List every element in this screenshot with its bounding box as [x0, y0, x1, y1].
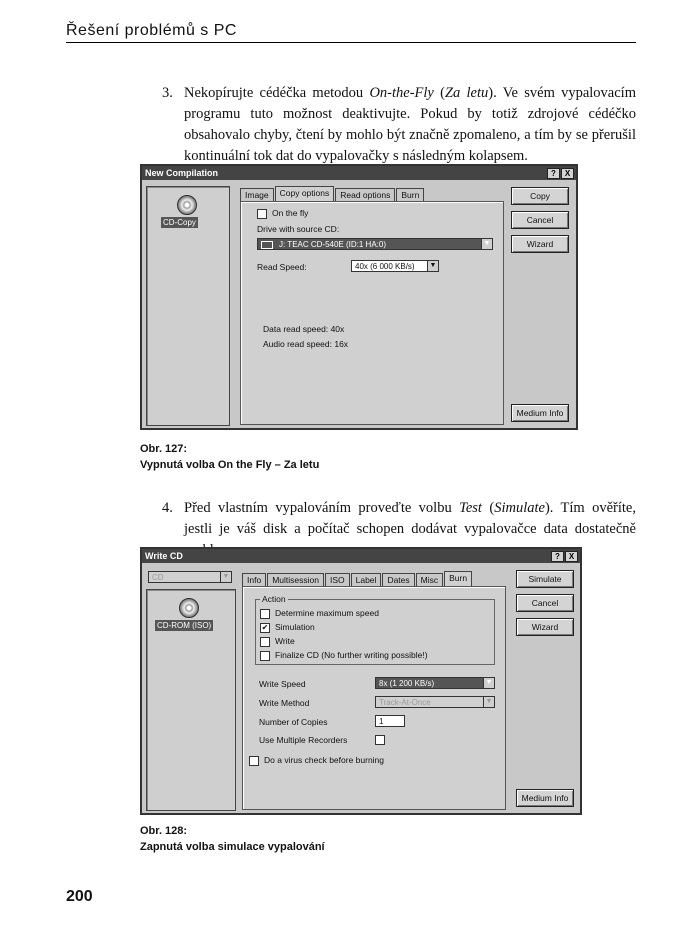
- copy-button[interactable]: Copy: [511, 187, 569, 205]
- action-group-title: Action: [262, 594, 286, 604]
- on-the-fly-checkbox[interactable]: [257, 209, 267, 219]
- step-4-term: Test: [459, 500, 482, 516]
- tab-dates[interactable]: Dates: [382, 573, 414, 587]
- tab-misc[interactable]: Misc: [416, 573, 443, 587]
- page-number: 200: [66, 888, 93, 905]
- tab-strip: [240, 188, 425, 202]
- source-drive-select[interactable]: [257, 238, 493, 250]
- step-3-text: Nekopírujte cédéčka metodou: [184, 85, 370, 101]
- running-header: Řešení problémů s PC: [66, 22, 237, 39]
- write-method-select[interactable]: [375, 696, 495, 708]
- action-label: Determine maximum speed: [275, 608, 379, 618]
- step-4-number: 4.: [162, 500, 173, 516]
- dialog-title: Write CD: [145, 551, 183, 561]
- write-cd-dialog: [140, 547, 582, 815]
- header-rule: [66, 42, 636, 43]
- read-speed-select[interactable]: [351, 260, 439, 272]
- write-speed-label: Write Speed: [259, 679, 306, 689]
- read-speed-label: Read Speed:: [257, 262, 307, 272]
- cancel-button[interactable]: Cancel: [511, 211, 569, 229]
- copies-label: Number of Copies: [259, 717, 328, 727]
- figure-128-caption: [140, 823, 325, 855]
- step-4-text: (: [481, 500, 495, 516]
- finalize-checkbox[interactable]: [260, 651, 270, 661]
- chevron-down-icon[interactable]: ▼: [483, 697, 494, 707]
- copies-value: 1: [379, 717, 384, 726]
- medium-info-button[interactable]: Medium Info: [511, 404, 569, 422]
- close-button[interactable]: X: [565, 551, 578, 562]
- step-4-text: ). Tím ověříte, jestli je váš disk a počítač schopen dodávat vypalovačce data dostatečně: [184, 500, 636, 537]
- step-3-text: (: [433, 85, 445, 101]
- step-3-paragraph: [162, 83, 636, 167]
- cancel-button[interactable]: Cancel: [516, 594, 574, 612]
- step-4-text: Před vlastním vypalováním proveďte volbu: [184, 500, 460, 516]
- write-checkbox[interactable]: [260, 637, 270, 647]
- chevron-down-icon[interactable]: ▼: [220, 572, 231, 582]
- dialog-titlebar: [142, 166, 576, 180]
- determine-speed-checkbox[interactable]: [260, 609, 270, 619]
- write-method-label: Write Method: [259, 698, 310, 708]
- tab-label[interactable]: Label: [351, 573, 382, 587]
- action-label: Write: [275, 636, 295, 646]
- figure-127-text: Vypnutá volba On the Fly – Za letu: [140, 459, 320, 471]
- figure-128-text: Zapnutá volba simulace vypalování: [140, 841, 325, 853]
- drive-value: J: TEAC CD-540E (ID:1 HA:0): [279, 240, 386, 249]
- close-button[interactable]: X: [561, 168, 574, 179]
- tab-burn[interactable]: Burn: [396, 188, 424, 202]
- action-determine-max-speed[interactable]: [260, 608, 379, 619]
- write-method-value: Track-At-Once: [379, 698, 431, 707]
- action-label: Finalize CD (No further writing possible!): [275, 650, 428, 660]
- virus-check-option[interactable]: [249, 755, 384, 766]
- compilation-type-list[interactable]: [146, 186, 230, 426]
- on-the-fly-label: On the fly: [272, 208, 309, 218]
- action-simulation[interactable]: [260, 622, 315, 633]
- medium-info-button[interactable]: Medium Info: [516, 789, 574, 807]
- figure-127-label: Obr. 127:: [140, 443, 188, 455]
- tab-multisession[interactable]: Multisession: [267, 573, 324, 587]
- tab-iso[interactable]: ISO: [325, 573, 350, 587]
- simulation-checkbox[interactable]: ✔: [261, 622, 269, 632]
- action-write[interactable]: [260, 636, 295, 647]
- chevron-down-icon[interactable]: ▼: [427, 261, 438, 271]
- chevron-down-icon[interactable]: ▼: [483, 678, 494, 688]
- figure-127-caption: [140, 441, 319, 473]
- tab-info[interactable]: Info: [242, 573, 266, 587]
- step-4-term: Simulate: [494, 500, 545, 516]
- copies-input[interactable]: [375, 715, 405, 727]
- action-label: Simulation: [275, 622, 315, 632]
- chevron-down-icon[interactable]: ▼: [481, 239, 492, 249]
- virus-check-label: Do a virus check before burning: [264, 755, 385, 765]
- copy-options-panel: [240, 201, 504, 425]
- dialog-titlebar: [142, 549, 580, 563]
- multi-recorders-label: Use Multiple Recorders: [259, 735, 348, 745]
- on-the-fly-option[interactable]: [257, 208, 308, 219]
- action-group: [255, 594, 495, 665]
- step-3-term: On-the-Fly: [369, 85, 434, 101]
- drive-label: Drive with source CD:: [257, 224, 340, 234]
- write-speed-select[interactable]: [375, 677, 495, 689]
- simulate-button[interactable]: Simulate: [516, 570, 574, 588]
- step-3-text: ). Ve svém vypalovacím programu tuto možnost deaktivujte. Pokud by totiž zdrojové cédéčko obsahovalo chyby, čtení by mohlo být značně zpomaleno, a tím by se přerušil kontinuální tok dat do vypalovačky s následným kolapsem.: [184, 85, 636, 164]
- tab-strip: [242, 573, 473, 587]
- write-speed-value: 8x (1 200 KB/s): [379, 679, 435, 688]
- virus-check-checkbox[interactable]: [249, 756, 259, 766]
- help-button[interactable]: ?: [547, 168, 560, 179]
- cd-copy-icon: [177, 195, 197, 215]
- new-compilation-dialog: [140, 164, 578, 430]
- data-read-speed: Data read speed: 40x: [263, 324, 345, 334]
- wizard-button[interactable]: Wizard: [516, 618, 574, 636]
- dialog-title: New Compilation: [145, 168, 219, 178]
- drive-icon: [261, 241, 273, 249]
- step-3-number: 3.: [162, 85, 173, 101]
- cd-rom-icon: [179, 598, 199, 618]
- list-item-cd-rom-iso[interactable]: CD-ROM (ISO): [157, 621, 212, 630]
- cd-type-value: CD: [152, 573, 164, 582]
- tab-copy-options[interactable]: Copy options: [275, 186, 335, 202]
- step-3-term: Za letu: [444, 85, 489, 101]
- cd-type-select[interactable]: [148, 571, 232, 583]
- figure-128-label: Obr. 128:: [140, 825, 188, 837]
- list-item-cd-copy[interactable]: CD-Copy: [163, 218, 196, 227]
- action-finalize-cd[interactable]: [260, 650, 428, 661]
- tab-burn[interactable]: Burn: [444, 571, 472, 587]
- read-speed-value: 40x (6 000 KB/s): [355, 262, 415, 271]
- multi-recorders-checkbox[interactable]: [375, 735, 385, 745]
- help-button[interactable]: ?: [551, 551, 564, 562]
- burn-panel: [242, 586, 506, 810]
- compilation-list[interactable]: [146, 589, 236, 811]
- audio-read-speed: Audio read speed: 16x: [263, 339, 349, 349]
- wizard-button[interactable]: Wizard: [511, 235, 569, 253]
- tab-image[interactable]: Image: [240, 188, 274, 202]
- tab-read-options[interactable]: Read options: [335, 188, 395, 202]
